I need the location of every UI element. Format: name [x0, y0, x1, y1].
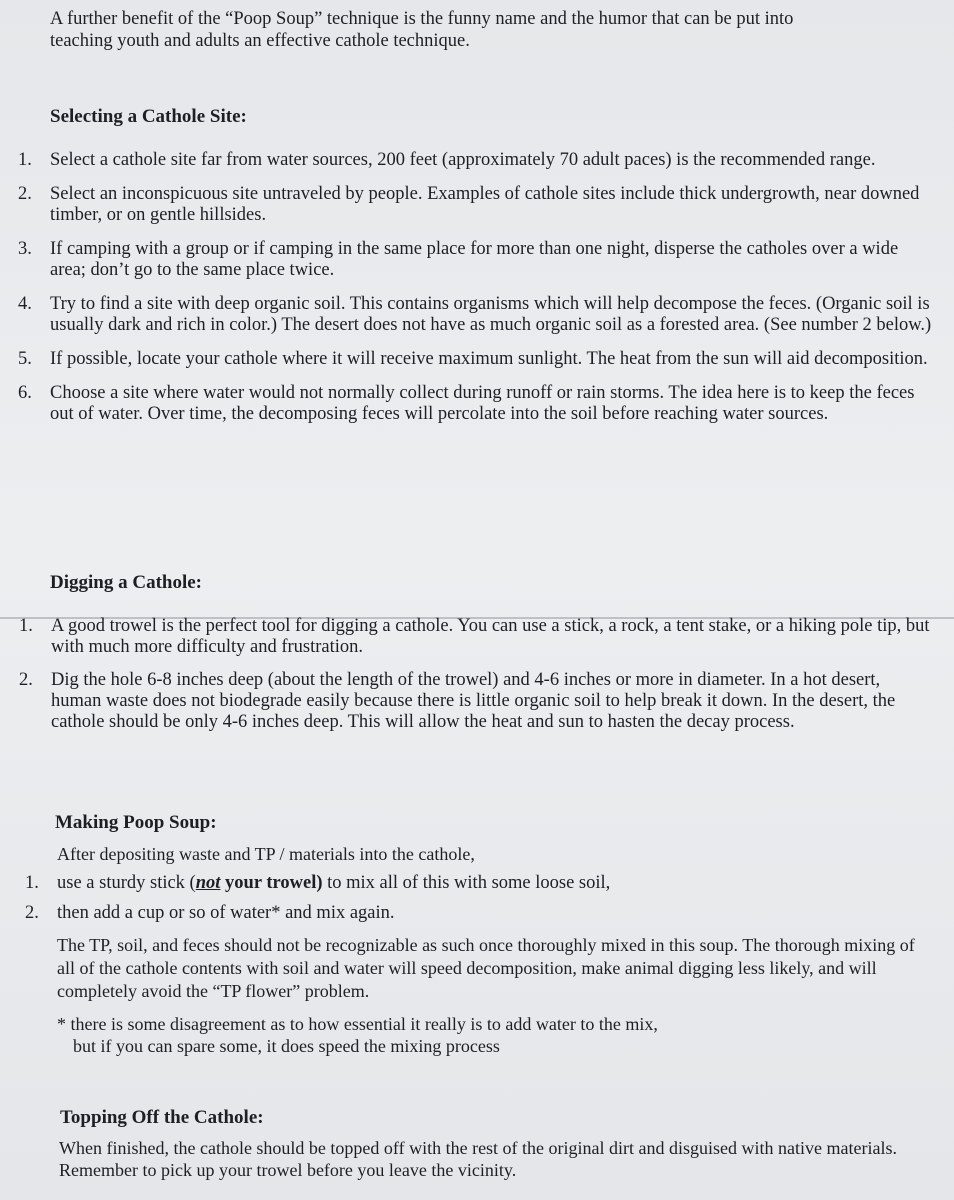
- soup-heading: Making Poop Soup:: [55, 812, 217, 833]
- intro-line-2: teaching youth and adults an effective cathole technique.: [50, 31, 470, 51]
- list-item: 4. Try to find a site with deep organic soil. This contains organisms which will help decompose the feces. (Organic soil is usually dark and rich in color.) The desert does not have as much organic soil as a forested area. (See number 2 below.): [18, 294, 932, 335]
- list-item: 2. Dig the hole 6-8 inches deep (about the length of the trowel) and 4-6 inches or more in diameter. In a hot desert, human waste does not biodegrade easily because there is little organic soil to help break it down. In the desert, the cathole should be only 4-6 inches deep. This will allow the heat and sun to hasten the decay process.: [19, 670, 896, 732]
- intro-paragraph: [50, 8, 930, 52]
- list-item: 1. Select a cathole site far from water sources, 200 feet (approximately 70 adult paces) is the recommended range.: [18, 150, 876, 170]
- selecting-list: [18, 150, 935, 425]
- intro-line-1: A further benefit of the “Poop Soup” technique is the funny name and the humor that can be put into: [50, 9, 794, 29]
- list-item: 3. If camping with a group or if camping in the same place for more than one night, disperse the catholes over a wide area; don’t go to the same place twice.: [18, 239, 899, 280]
- digging-list: [19, 616, 931, 733]
- list-item: 1. use a sturdy stick (not your trowel) to mix all of this with some loose soil,: [25, 873, 611, 893]
- list-item: 6. Choose a site where water would not normally collect during runoff or rain storms. The idea here is to keep the feces out of water. Over time, the decomposing feces will percolate into the soil before reaching water sources.: [18, 383, 915, 424]
- list-item: 5. If possible, locate your cathole where it will receive maximum sunlight. The heat from the sun will aid decomposition.: [18, 349, 928, 369]
- soup-body: The TP, soil, and feces should not be recognizable as such once thoroughly mixed in this soup. The thorough mixing of all of the cathole contents with soil and water will speed decomposition, make animal digging less likely, and will completely avoid the “TP flower” problem.: [57, 935, 915, 1001]
- list-item: 1. A good trowel is the perfect tool for digging a cathole. You can use a stick, a rock, a tent stake, or a hiking pole tip, but with much more difficulty and frustration.: [19, 616, 930, 657]
- topping-body: When finished, the cathole should be topped off with the rest of the original dirt and disguised with native materials. Remember to pick up your trowel before you leave the vicinity.: [59, 1138, 897, 1180]
- soup-footnote: * there is some disagreement as to how essential it really is to add water to the mix, but if you can spare some, it does speed the mixing process: [57, 1014, 658, 1056]
- digging-heading: Digging a Cathole:: [50, 572, 202, 593]
- topping-heading: Topping Off the Cathole:: [60, 1107, 264, 1128]
- list-item: 2. then add a cup or so of water* and mix again.: [25, 903, 395, 923]
- list-item: 2. Select an inconspicuous site untraveled by people. Examples of cathole sites include thick undergrowth, near downed timber, or on gentle hillsides.: [18, 184, 920, 225]
- soup-list: [25, 873, 917, 924]
- selecting-heading: Selecting a Cathole Site:: [50, 106, 247, 127]
- soup-lead: After depositing waste and TP / materials into the cathole,: [57, 844, 475, 864]
